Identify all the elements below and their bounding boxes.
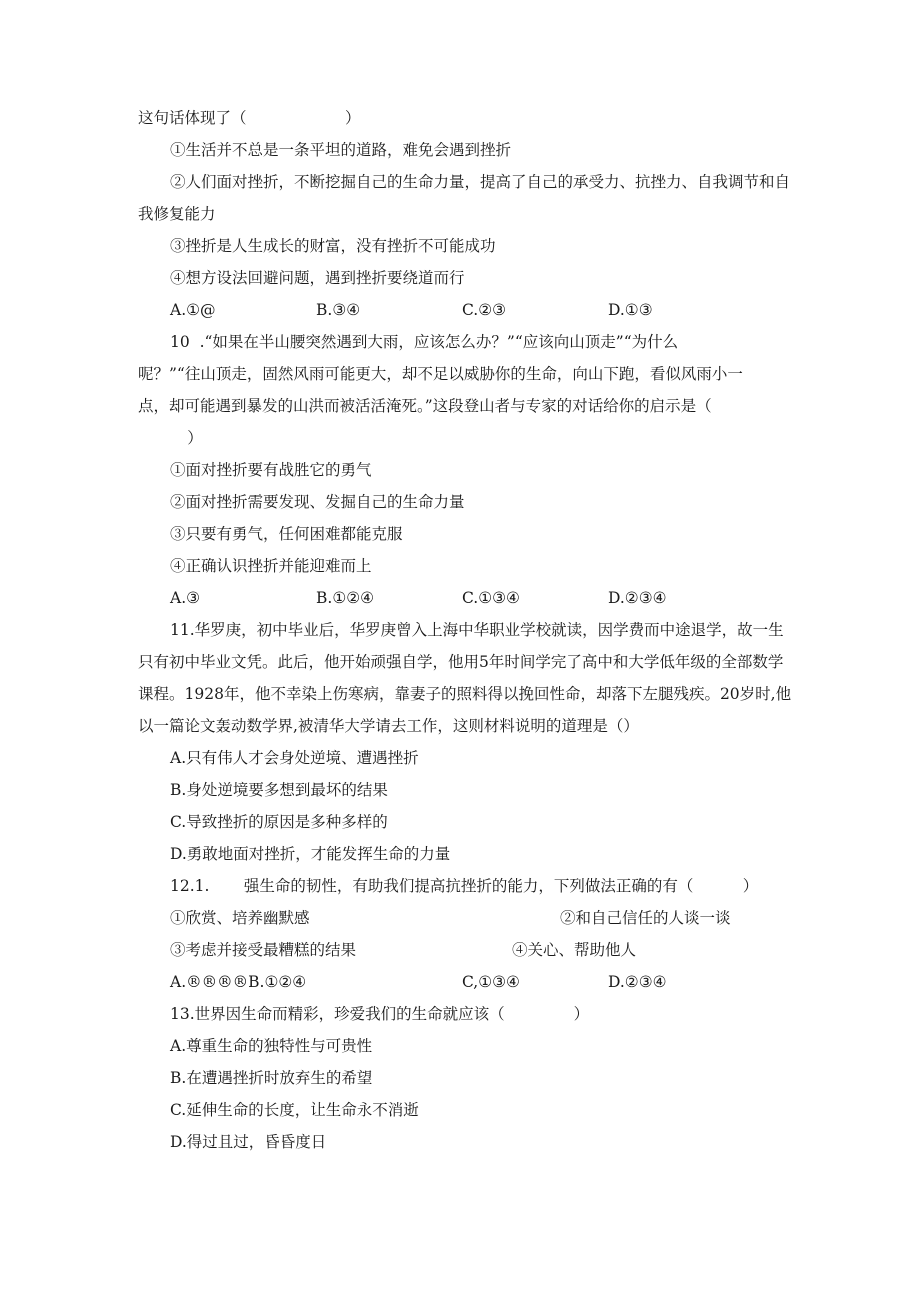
q10-item-2: ②面对挫折需要发现、发掘自己的生命力量 — [170, 493, 465, 511]
q10-stem-3: 点，却可能遇到暴发的山洪而被活活淹死。”这段登山者与专家的对话给你的启示是（ — [138, 397, 712, 415]
q9-option-c: C.②③ — [462, 301, 507, 319]
q12-item-2: ②和自己信任的人谈一谈 — [560, 909, 731, 927]
q12-option-c: C,①③④ — [462, 973, 520, 991]
q9-option-d: D.①③ — [608, 301, 653, 319]
q9-item-2-cont: 我修复能力 — [138, 205, 216, 223]
q11-option-b: B.身处逆境要多想到最坏的结果 — [170, 781, 388, 799]
q10-stem-1: 10 .“如果在半山腰突然遇到大雨，应该怎么办？”“应该向山顶走”“为什么 — [170, 333, 679, 351]
q13-stem: 13.世界因生命而精彩，珍爱我们的生命就应该（ ） — [170, 1005, 590, 1023]
q10-stem-2: 呢？”“往山顶走，固然风雨可能更大，却不足以威胁你的生命，向山下跑，看似风雨小一 — [138, 365, 743, 383]
q10-option-a: A.③ — [170, 589, 201, 607]
q12-item-3: ③考虑并接受最糟糕的结果 — [170, 941, 357, 959]
q10-item-1: ①面对挫折要有战胜它的勇气 — [170, 461, 372, 479]
q10-option-d: D.②③④ — [608, 589, 667, 607]
q11-stem-2: 只有初中毕业文凭。此后，他开始顽强自学，他用5年时间学完了高中和大学低年级的全部数学 — [138, 653, 784, 671]
q11-stem-3: 课程。1928年，他不幸染上伤寒病，靠妻子的照料得以挽回性命，却落下左腿残疾。20岁时,他 — [138, 685, 792, 703]
q13-option-b: B.在遭遇挫折时放弃生的希望 — [170, 1069, 373, 1087]
q10-option-c: C.①③④ — [462, 589, 520, 607]
q9-option-a: A.①@ — [170, 301, 216, 319]
q9-item-3: ③挫折是人生成长的财富，没有挫折不可能成功 — [170, 237, 496, 255]
q13-option-a: A.尊重生命的独特性与可贵性 — [170, 1037, 373, 1055]
q10-stem-4: ） — [138, 429, 203, 447]
q11-stem-4: 以一篇论文轰动数学界,被清华大学请去工作，这则材料说明的道理是（） — [138, 717, 639, 735]
q12-stem: 12.1. 强生命的韧性，有助我们提高抗挫折的能力，下列做法正确的有（ ） — [170, 877, 759, 895]
q10-option-b: B.①②④ — [316, 589, 375, 607]
q10-item-4: ④正确认识挫折并能迎难而上 — [170, 557, 372, 575]
q9-item-4: ④想方设法回避问题，遇到挫折要绕道而行 — [170, 269, 465, 287]
q12-option-ab: A.®®®®B.①②④ — [170, 973, 307, 991]
q12-item-1: ①欣赏、培养幽默感 — [170, 909, 310, 927]
q11-option-c: C.导致挫折的原因是多种多样的 — [170, 813, 388, 831]
q12-option-d: D.②③④ — [608, 973, 667, 991]
q9-option-b: B.③④ — [316, 301, 361, 319]
q13-option-d: D.得过且过，昏昏度日 — [170, 1133, 327, 1151]
q9-item-2: ②人们面对挫折，不断挖掘自己的生命力量，提高了自己的承受力、抗挫力、自我调节和自 — [170, 173, 791, 191]
q11-option-a: A.只有伟人才会身处逆境、遭遇挫折 — [170, 749, 419, 767]
q10-item-3: ③只要有勇气，任何困难都能克服 — [170, 525, 403, 543]
q13-option-c: C.延伸生命的长度，让生命永不消逝 — [170, 1101, 419, 1119]
q9-item-1: ①生活并不总是一条平坦的道路，难免会遇到挫折 — [170, 141, 512, 159]
q12-item-4: ④关心、帮助他人 — [512, 941, 637, 959]
q11-stem-1: 11.华罗庚，初中毕业后，华罗庚曾入上海中华职业学校就读，因学费而中途退学，故一生 — [170, 621, 784, 639]
q11-option-d: D.勇敢地面对挫折，才能发挥生命的力量 — [170, 845, 451, 863]
q9-stem-tail: 这句话体现了（ ） — [138, 109, 361, 127]
